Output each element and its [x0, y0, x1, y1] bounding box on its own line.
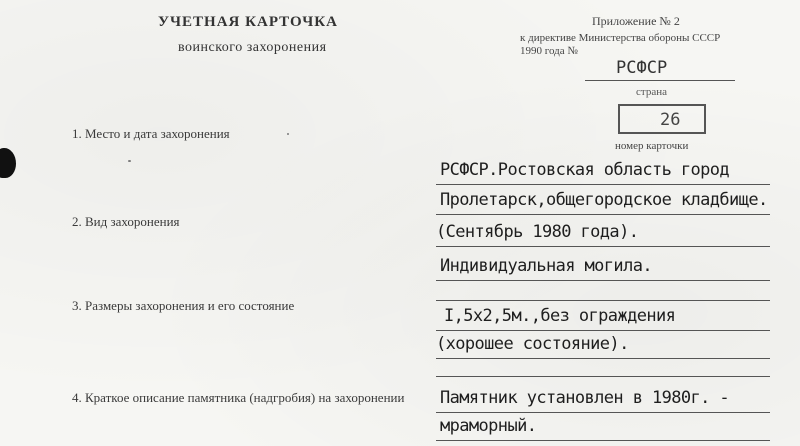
country-underline — [585, 80, 735, 81]
answer-underline — [436, 300, 770, 301]
field-label-burial-size-condition: 3. Размеры захоронения и его состояние — [72, 298, 295, 313]
answer-underline — [436, 440, 770, 441]
answer-underline — [436, 412, 770, 413]
paper-speck — [128, 160, 131, 162]
answer-underline — [436, 330, 770, 331]
appendix-label: Приложение № 2 — [592, 14, 680, 28]
card-number-value: 26 — [660, 110, 681, 130]
answer-underline — [436, 246, 770, 247]
answer-underline — [436, 358, 770, 359]
answer-underline — [436, 376, 770, 377]
country-value: РСФСР — [616, 58, 668, 78]
directive-reference — [520, 32, 720, 58]
answer-underline — [436, 280, 770, 281]
answer-line: (хорошее состояние). — [436, 334, 629, 354]
answer-line: Памятник установлен в 1980г. - — [440, 388, 730, 408]
answer-underline — [436, 214, 770, 215]
answer-line: Индивидуальная могила. — [440, 256, 652, 276]
paper-speck — [287, 133, 289, 135]
answer-line: (Сентябрь 1980 года). — [436, 222, 639, 242]
field-label-burial-place-date: 1. Место и дата захоронения — [72, 126, 230, 141]
card-number-label: номер карточки — [615, 140, 689, 152]
country-label: страна — [636, 86, 667, 98]
card-subtitle: воинского захоронения — [178, 40, 327, 55]
field-label-burial-type: 2. Вид захоронения — [72, 214, 180, 229]
ink-blot — [0, 148, 16, 178]
answer-line: мраморный. — [440, 416, 537, 436]
answer-line: Пролетарск,общегородское кладбище. — [440, 190, 768, 210]
field-label-monument-description: 4. Краткое описание памятника (надгробия) на захоронении — [72, 390, 405, 405]
directive-line: к директиве Министерства обороны СССР — [520, 32, 721, 44]
card-title: УЧЕТНАЯ КАРТОЧКА — [158, 14, 338, 30]
answer-line: РСФСР.Ростовская область город — [440, 160, 730, 180]
answer-underline — [436, 184, 770, 185]
answer-line: I,5x2,5м.,без ограждения — [444, 306, 676, 326]
directive-line: 1990 года № — [520, 45, 578, 57]
